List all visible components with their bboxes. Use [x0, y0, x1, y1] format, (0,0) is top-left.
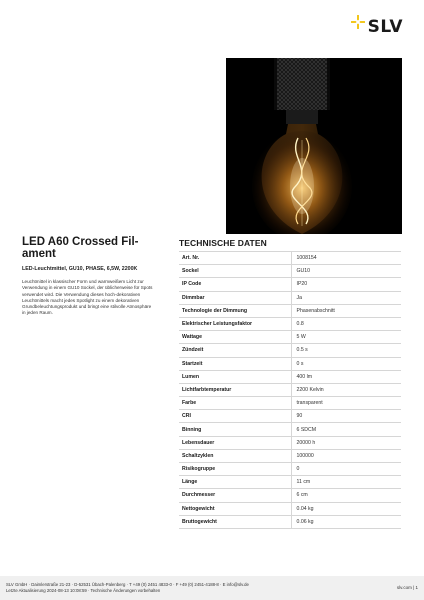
footer — [0, 576, 424, 600]
specs-table — [179, 251, 401, 529]
spec-value: 11 cm — [291, 476, 401, 489]
spec-label: Zündzeit — [179, 344, 291, 357]
spec-row — [179, 344, 401, 357]
spec-row — [179, 265, 401, 278]
spec-row — [179, 449, 401, 462]
spec-value: 5 W — [291, 331, 401, 344]
spec-label: Lumen — [179, 370, 291, 383]
spec-row — [179, 252, 401, 265]
spec-value: 100000 — [291, 449, 401, 462]
spec-row — [179, 436, 401, 449]
spec-value: 0.5 s — [291, 344, 401, 357]
product-subtitle: LED-Leuchtmittel, GU10, PHASE, 6,5W, 2200K — [22, 266, 138, 272]
spec-row — [179, 476, 401, 489]
spec-row — [179, 291, 401, 304]
spec-value: Phasenabschnitt — [291, 304, 401, 317]
spec-row — [179, 383, 401, 396]
logo-text: SLV — [367, 17, 403, 37]
spec-value: 6 cm — [291, 489, 401, 502]
spec-label: Elektrischer Leistungsfaktor — [179, 317, 291, 330]
spec-label: Dimmbar — [179, 291, 291, 304]
slv-logo — [351, 15, 403, 39]
spec-label: Risikogruppe — [179, 463, 291, 476]
spec-label: Binning — [179, 423, 291, 436]
spec-label: Startzeit — [179, 357, 291, 370]
spec-value: 2200 Kelvin — [291, 383, 401, 396]
spec-value: GU10 — [291, 265, 401, 278]
spec-value: 6 SDCM — [291, 423, 401, 436]
spec-row — [179, 515, 401, 528]
footer-address: SLV GmbH · Daimlerstraße 21-23 · D-52531 Übach-Palenberg · T +49 (0) 2451 4833-0 · F +49 (0) 2451-4188-8 · E info@slv.de — [6, 582, 249, 587]
spec-label: Lebensdauer — [179, 436, 291, 449]
spec-value: 90 — [291, 410, 401, 423]
spec-row — [179, 370, 401, 383]
spec-row — [179, 304, 401, 317]
sparkle-icon — [351, 15, 365, 29]
spec-row — [179, 423, 401, 436]
spec-value: 0 — [291, 463, 401, 476]
spec-row — [179, 463, 401, 476]
spec-value: IP20 — [291, 278, 401, 291]
spec-label: Durchmesser — [179, 489, 291, 502]
spec-label: Nettogewicht — [179, 502, 291, 515]
spec-row — [179, 489, 401, 502]
spec-label: Art. Nr. — [179, 252, 291, 265]
spec-label: Technologie der Dimmung — [179, 304, 291, 317]
specs-heading: TECHNISCHE DATEN — [179, 238, 267, 248]
spec-label: Länge — [179, 476, 291, 489]
spec-row — [179, 331, 401, 344]
spec-value: Ja — [291, 291, 401, 304]
spec-value: 0.8 — [291, 317, 401, 330]
spec-row — [179, 317, 401, 330]
spec-value: 0.04 kg — [291, 502, 401, 515]
spec-label: Wattage — [179, 331, 291, 344]
spec-label: Farbe — [179, 397, 291, 410]
spec-label: IP Code — [179, 278, 291, 291]
product-photo — [226, 58, 402, 234]
spec-label: Schaltzyklen — [179, 449, 291, 462]
spec-value: 20000 h — [291, 436, 401, 449]
spec-row — [179, 410, 401, 423]
spec-value: 0.06 kg — [291, 515, 401, 528]
spec-label: CRI — [179, 410, 291, 423]
spec-label: Lichtfarbtemperatur — [179, 383, 291, 396]
spec-row — [179, 357, 401, 370]
spec-label: Sockel — [179, 265, 291, 278]
footer-updated: Letzte Aktualisierung 2024-08-13 10:08:59 · Technische Änderungen vorbehalten — [6, 588, 161, 593]
spec-value: 1008154 — [291, 252, 401, 265]
spec-label: Bruttogewicht — [179, 515, 291, 528]
product-description: Leuchtmittel in klassischer Form und warmweißem Licht zur Verwendung in einem GU10 Sockel, der üblicherweise für Spots verwendet wird. Die Verwendung dieses hoch-dekorativen Leuchtmittels macht jedes Spotlight zu einem dekorativen Grundbeleuchtungsprodukt und bringt eine stilvolle Atmosphäre in jeden Raum. — [22, 279, 153, 316]
spec-row — [179, 278, 401, 291]
spec-value: 0 s — [291, 357, 401, 370]
spec-value: 400 lm — [291, 370, 401, 383]
footer-website: slv.com | 1 — [396, 585, 418, 590]
product-title: LED A60 Crossed Fil-ament — [22, 236, 139, 260]
spec-row — [179, 502, 401, 515]
spec-row — [179, 397, 401, 410]
spec-value: transparent — [291, 397, 401, 410]
